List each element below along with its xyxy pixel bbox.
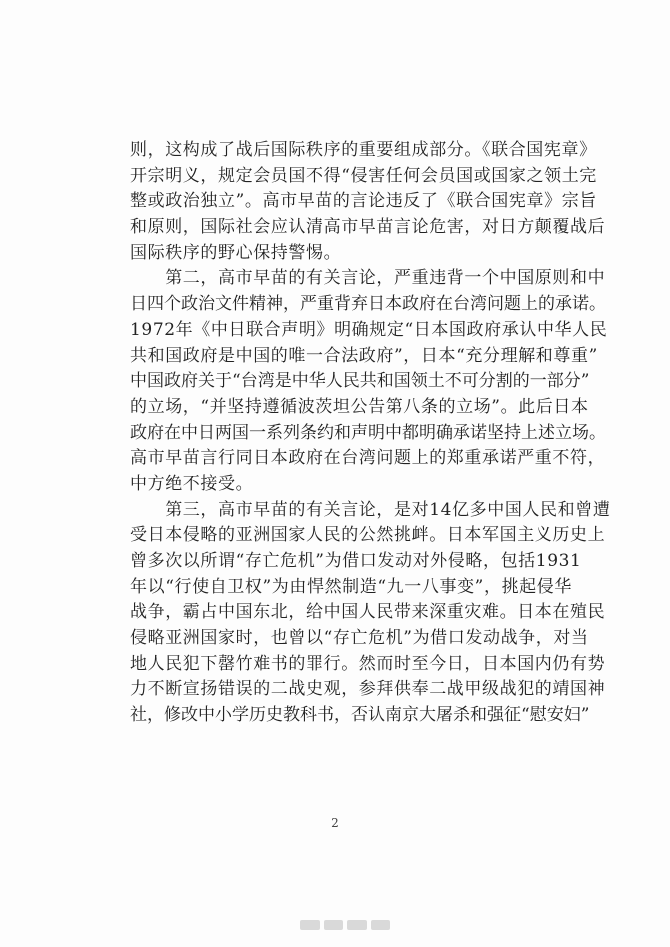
text-line: 国际秩序的野心保持警惕。 — [130, 242, 342, 263]
text-line: 中方绝不接受。 — [130, 473, 254, 494]
watermark-blur — [300, 920, 390, 930]
text-line: 和原则，国际社会应认清高市早苗言论危害，对日方颠覆战后 — [130, 217, 606, 238]
text-line: 政府在中日两国一系列条约和声明中都明确承诺坚持上述立场。 — [130, 422, 606, 443]
page-number: 2 — [331, 816, 339, 830]
body-text — [130, 138, 611, 729]
text-line: 高市早苗言行同日本政府在台湾问题上的郑重承诺严重不符， — [130, 448, 606, 469]
watermark-segment — [347, 920, 367, 930]
text-line: 共和国政府是中国的唯一合法政府”，日本“充分理解和尊重” — [130, 345, 598, 366]
watermark-segment — [371, 920, 391, 930]
text-line: 年以“行使自卫权”为由悍然制造“九一八事变”，挑起侵华 — [130, 576, 572, 597]
text-line: 整或政治独立”。高市早苗的言论违反了《联合国宪章》宗旨 — [130, 191, 597, 212]
watermark-segment — [324, 920, 344, 930]
text-line: 第三，高市早苗的有关言论，是对14亿多中国人民和曾遭 — [130, 499, 611, 520]
watermark-segment — [300, 920, 320, 930]
text-line: 中国政府关于“台湾是中华人民共和国领土不可分割的一部分” — [130, 371, 590, 392]
text-line: 受日本侵略的亚洲国家人民的公然挑衅。日本军国主义历史上 — [130, 525, 606, 546]
text-line: 第二，高市早苗的有关言论，严重违背一个中国原则和中 — [130, 268, 606, 289]
text-line: 则，这构成了战后国际秩序的重要组成部分。《联合国宪章》 — [130, 140, 597, 160]
text-line: 1972年《中日联合声明》明确规定“日本国政府承认中华人民 — [130, 319, 608, 340]
text-line: 战争，霸占中国东北，给中国人民带来深重灾难。日本在殖民 — [130, 602, 606, 623]
text-line: 日四个政治文件精神，严重背弃日本政府在台湾问题上的承诺。 — [130, 294, 606, 315]
text-line: 力不断宣扬错误的二战史观，参拜供奉二战甲级战犯的靖国神 — [130, 679, 606, 700]
text-line: 社，修改中小学历史教科书，否认南京大屠杀和强征“慰安妇” — [130, 705, 590, 726]
text-line: 地人民犯下罄竹难书的罪行。然而时至今日，日本国内仍有势 — [130, 653, 606, 674]
text-line: 曾多次以所谓“存亡危机”为借口发动对外侵略，包括1931 — [130, 551, 582, 571]
text-line: 侵略亚洲国家时，也曾以“存亡危机”为借口发动战争，对当 — [130, 628, 589, 649]
text-line: 的立场，“并坚持遵循波茨坦公告第八条的立场”。此后日本 — [130, 396, 589, 417]
text-line: 开宗明义，规定会员国不得“侵害任何会员国或国家之领土完 — [130, 165, 597, 186]
